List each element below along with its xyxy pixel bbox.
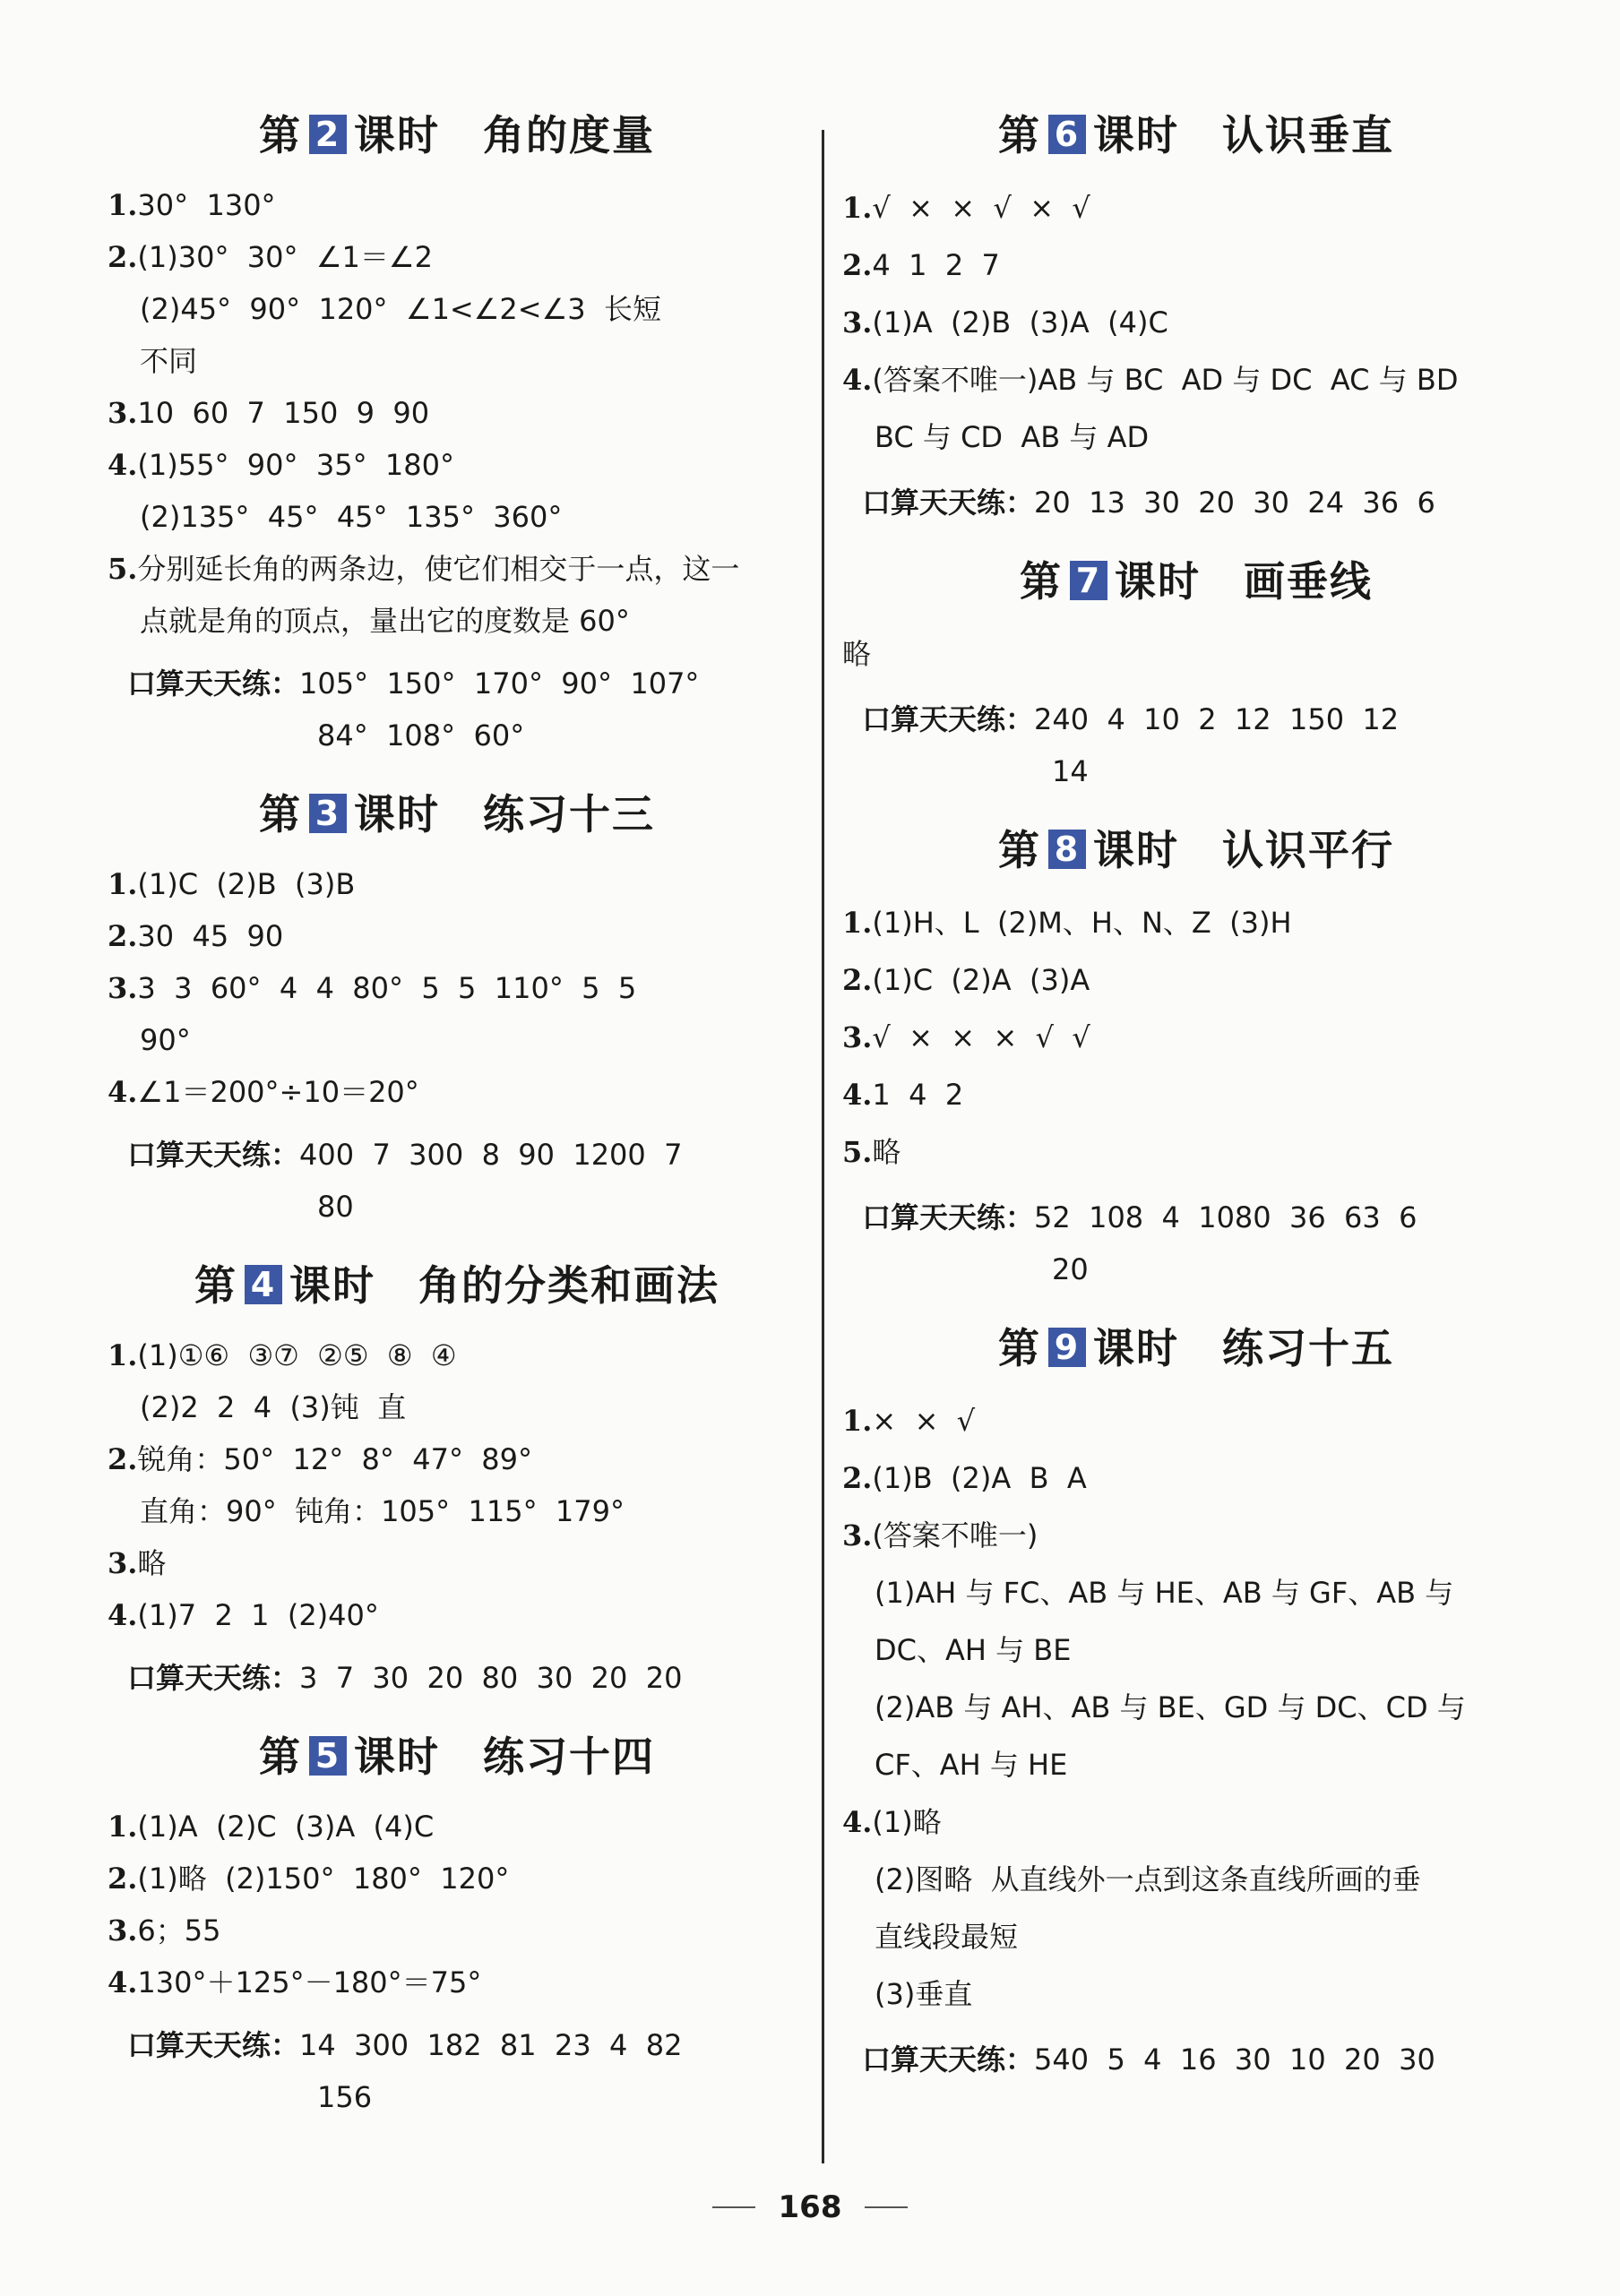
section-di: 第 [998,1324,1041,1372]
answer-line [108,335,806,387]
page-number [0,2189,1620,2225]
lesson-number-badge: 4 [245,1265,282,1304]
answer-line [108,1956,806,2008]
answer-line [108,543,806,595]
answer-text: 3 3 60° 4 4 80° 5 5 110° 5 5 [137,971,637,1005]
drill-values: 52 108 4 1080 36 63 6 [1034,1200,1418,1234]
drill-values: 80 [317,1190,354,1224]
drill-values: 14 300 182 81 23 4 82 [299,2028,683,2062]
drill-values: 3 7 30 20 80 30 20 20 [299,1661,683,1695]
drill-values: 14 [1052,754,1089,788]
answer-text: (1)①⑥ ③⑦ ②⑤ ⑧ ④ [137,1338,457,1372]
question-number: 2. [108,919,138,953]
lesson-number-badge: 2 [309,115,347,154]
section-name: 认识垂直 [1222,111,1394,159]
question-number: 3. [842,1020,873,1054]
answer-text: (1)A (2)C (3)A (4)C [137,1810,435,1844]
drill-label: 口算天天练： [862,486,1035,520]
answer-text: 4 1 2 7 [872,248,1000,282]
question-number: 4. [842,363,873,397]
answer-text: (2)2 2 4 (3)钝 直 [140,1390,407,1424]
answer-text: (1)AH 与 FC、AB 与 HE、AB 与 GF、AB 与 [875,1576,1454,1610]
answer-line [108,1905,806,1956]
answer-text: (1)30° 30° ∠1＝∠2 [137,240,433,274]
answer-text: 略 [842,637,872,671]
section-name: 练习十三 [483,790,655,838]
answer-line [842,1123,1550,1181]
drill-values: 400 7 300 8 90 1200 7 [299,1138,683,1172]
section-name: 角的分类和画法 [418,1261,720,1310]
answer-text: (答案不唯一)AB 与 BC AD 与 DC AC 与 BD [872,363,1459,397]
answer-text: 直线段最短 [875,1920,1019,1954]
section-keshi: 课时 [354,111,440,159]
question-number: 4. [842,1805,873,1839]
section-title [842,107,1550,163]
answer-line [842,894,1550,951]
section-di: 第 [998,111,1041,159]
answer-line [842,236,1550,294]
drill-label: 口算天天练： [127,1661,300,1695]
answer-text: 6；55 [137,1913,221,1948]
answer-line [108,231,806,283]
mental-math-drill [127,658,806,761]
answer-line [108,439,806,491]
answer-line [108,595,806,647]
answer-line [842,1392,1550,1449]
answer-text: 不同 [140,344,198,378]
lesson-number-badge: 8 [1048,830,1086,869]
answer-text: CF、AH 与 HE [875,1748,1068,1782]
answer-line [842,408,1550,466]
lesson-number-badge: 3 [309,794,347,833]
section-title [842,1320,1550,1376]
answer-text: √ × × × √ √ [872,1020,1090,1054]
answer-text: (2)135° 45° 45° 135° 360° [140,500,563,534]
drill-values: 84° 108° 60° [317,718,525,752]
answer-text: 90° [140,1023,191,1057]
section-title [842,554,1550,609]
drill-label: 口算天天练： [127,2028,300,2062]
answer-line [842,179,1550,236]
answer-text: 略 [137,1546,167,1580]
section-keshi: 课时 [1093,1324,1179,1372]
answer-line [108,283,806,335]
question-number: 1. [108,188,138,222]
section-title [108,787,806,842]
answer-text: (3)垂直 [875,1977,973,2011]
section-name: 角的度量 [483,111,655,159]
answer-text: × × √ [872,1404,976,1438]
answer-text: 锐角：50° 12° 8° 47° 89° [137,1442,533,1476]
answer-text: 30° 130° [137,188,276,222]
answer-text: (1)C (2)B (3)B [137,867,356,901]
section-keshi: 课时 [354,790,440,838]
answer-line [108,1014,806,1066]
section-di: 第 [259,790,302,838]
section-name: 练习十四 [483,1733,655,1781]
answer-text: √ × × √ × √ [872,191,1090,225]
drill-values: 20 13 30 20 30 24 36 6 [1034,486,1435,520]
page-number-dash-right [865,2206,908,2208]
answer-line [842,1679,1550,1736]
question-number: 3. [108,1546,138,1580]
answer-line [842,951,1550,1009]
question-number: 4. [842,1078,873,1112]
mental-math-drill [862,477,1550,529]
drill-values: 540 5 4 16 30 10 20 30 [1034,2042,1435,2077]
answer-line [842,1449,1550,1507]
question-number: 2. [108,240,138,274]
question-number: 1. [842,191,873,225]
drill-label: 口算天天练： [862,702,1035,736]
answer-text: 1 4 2 [872,1078,964,1112]
answer-text: 10 60 7 150 9 90 [137,396,430,430]
answer-text: 分别延长角的两条边，使它们相交于一点，这一 [137,552,740,586]
answer-line [842,625,1550,683]
question-number: 4. [108,1598,138,1632]
question-number: 4. [108,1075,138,1109]
drill-label: 口算天天练： [862,2042,1035,2077]
answer-text: (1)H、L (2)M、H、N、Z (3)H [872,906,1292,940]
answer-text: BC 与 CD AB 与 AD [875,420,1150,454]
question-number: 1. [108,867,138,901]
section-keshi: 课时 [1093,826,1179,874]
answer-text: (1)7 2 1 (2)40° [137,1598,379,1632]
question-number: 2. [108,1442,138,1476]
question-number: 2. [842,963,873,997]
drill-values: 20 [1052,1252,1089,1286]
question-number: 1. [108,1810,138,1844]
question-number: 4. [108,448,138,482]
lesson-number-badge: 7 [1070,561,1107,600]
answer-line [842,1009,1550,1066]
section-keshi: 课时 [354,1733,440,1781]
answer-line [842,1851,1550,1908]
column-divider [822,130,824,2163]
question-number: 1. [108,1338,138,1372]
section-di: 第 [259,111,302,159]
answer-line [842,1736,1550,1793]
question-number: 3. [108,1913,138,1948]
section-keshi: 课时 [1093,111,1179,159]
answer-text: (2)45° 90° 120° ∠1<∠2<∠3 长短 [140,292,661,326]
answer-text: 略 [872,1135,901,1169]
section-di: 第 [1020,557,1063,606]
answer-text: (2)AB 与 AH、AB 与 BE、GD 与 DC、CD 与 [875,1690,1466,1724]
answer-text: (1)略 (2)150° 180° 120° [137,1862,510,1896]
answer-text: (1)A (2)B (3)A (4)C [872,305,1168,340]
question-number: 3. [842,305,873,340]
question-number: 5. [842,1135,873,1169]
answer-line [108,1853,806,1905]
answer-line [842,1965,1550,2023]
lesson-number-badge: 6 [1048,115,1086,154]
section-name: 画垂线 [1244,557,1373,606]
section-name: 练习十五 [1222,1324,1394,1372]
mental-math-drill [862,693,1550,797]
answer-line [108,1066,806,1118]
answer-text: (1)B (2)A B A [872,1461,1087,1495]
question-number: 2. [842,248,873,282]
answer-text: DC、AH 与 BE [875,1633,1072,1667]
section-name: 认识平行 [1222,826,1394,874]
page-number-text: 168 [778,2189,842,2225]
answer-text: 30 45 90 [137,919,284,953]
lesson-number-badge: 9 [1048,1328,1086,1367]
section-di: 第 [259,1733,302,1781]
answer-text: 点就是角的顶点，量出它的度数是 60° [140,604,630,638]
question-number: 3. [842,1518,873,1552]
answer-line [108,179,806,231]
question-number: 1. [842,906,873,940]
answer-line [108,1329,806,1381]
question-number: 1. [842,1404,873,1438]
answer-text: ∠1＝200°÷10＝20° [137,1075,419,1109]
answer-line [108,1801,806,1853]
section-title [842,822,1550,878]
answer-line [108,387,806,439]
section-title [108,1729,806,1784]
mental-math-drill [127,1652,806,1704]
answer-line [108,491,806,543]
answer-line [108,1433,806,1485]
answer-line [108,1485,806,1537]
right-column [842,107,1550,2085]
answer-line [842,1066,1550,1123]
section-title [108,107,806,163]
answer-text: (1)C (2)A (3)A [872,963,1090,997]
mental-math-drill [862,2034,1550,2085]
section-di: 第 [194,1261,237,1310]
mental-math-drill [862,1191,1550,1295]
mental-math-drill [127,2019,806,2123]
section-keshi: 课时 [1115,557,1201,606]
section-keshi: 课时 [289,1261,375,1310]
drill-label: 口算天天练： [127,1138,300,1172]
lesson-number-badge: 5 [309,1736,347,1776]
answer-line [108,1589,806,1641]
drill-label: 口算天天练： [127,666,300,701]
question-number: 3. [108,971,138,1005]
question-number: 4. [108,1965,138,1999]
answer-text: (1)略 [872,1805,942,1839]
drill-label: 口算天天练： [862,1200,1035,1234]
question-number: 2. [108,1862,138,1896]
answer-line [842,351,1550,408]
drill-values: 156 [317,2080,373,2114]
answer-line [108,962,806,1014]
answer-line [108,1537,806,1589]
question-number: 3. [108,396,138,430]
answer-text: 直角：90° 钝角：105° 115° 179° [140,1494,625,1528]
section-di: 第 [998,826,1041,874]
section-title [108,1258,806,1313]
answer-line [842,1564,1550,1621]
question-number: 2. [842,1461,873,1495]
answer-line [108,858,806,910]
answer-line [842,1507,1550,1564]
answer-line [842,294,1550,351]
mental-math-drill [127,1129,806,1233]
left-column [108,107,806,2123]
answer-line [842,1908,1550,1965]
page-number-dash-left [712,2206,755,2208]
answer-text: (1)55° 90° 35° 180° [137,448,454,482]
answer-line [842,1793,1550,1851]
answer-text: 130°＋125°－180°＝75° [137,1965,482,1999]
question-number: 5. [108,552,138,586]
answer-text: (2)图略 从直线外一点到这条直线所画的垂 [875,1862,1421,1896]
answer-line [108,1381,806,1433]
drill-values: 105° 150° 170° 90° 107° [299,666,700,701]
answer-line [108,910,806,962]
answer-text: (答案不唯一) [872,1518,1038,1552]
answer-line [842,1621,1550,1679]
drill-values: 240 4 10 2 12 150 12 [1034,702,1400,736]
